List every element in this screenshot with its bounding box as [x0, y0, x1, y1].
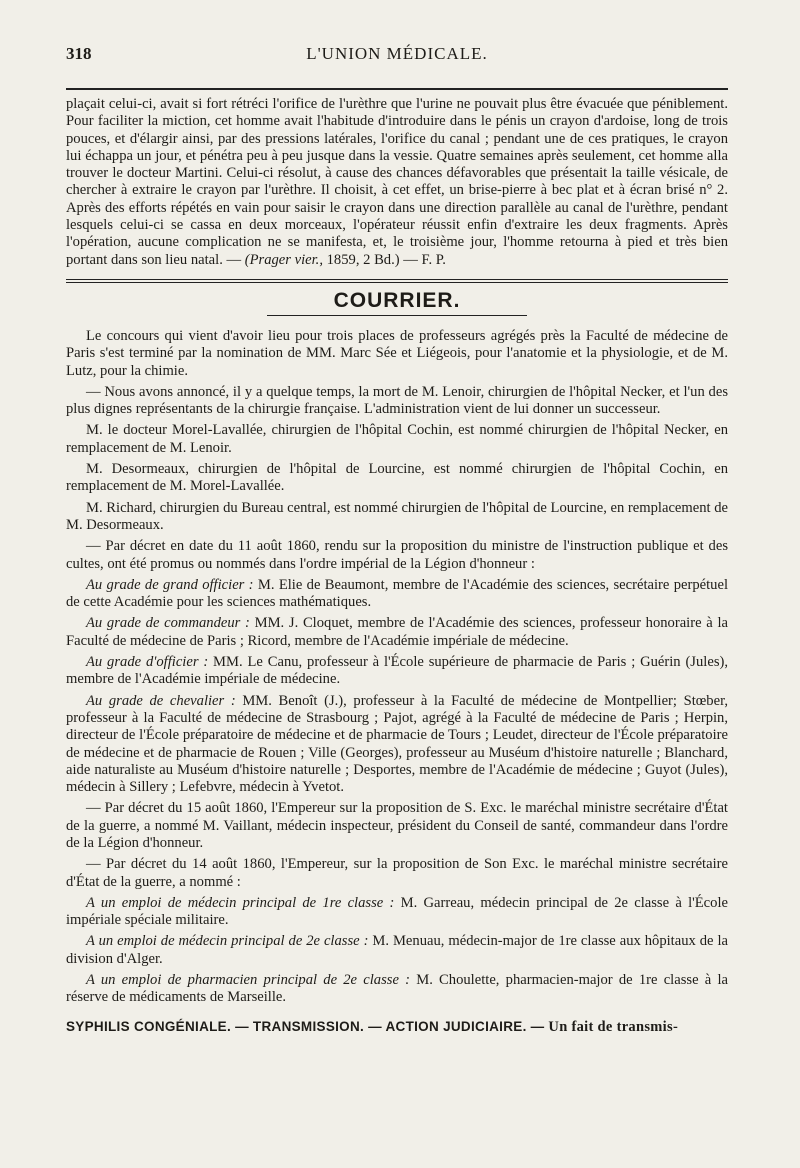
paragraph-lenoir: — Nous avons annoncé, il y a quelque temps, la mort de M. Lenoir, chirurgien de l'hôpital Necker, et l'un des plus dignes représentants de la chirurgie française. L'administration vient de lui donner un successeur. [66, 383, 728, 418]
emploi-text: M. Garreau, médecin principal de 2e classe à l'École impériale spéciale militaire. [66, 894, 728, 929]
header-rule [66, 88, 728, 90]
paragraph-decret-14-aout: — Par décret du 14 août 1860, l'Empereur, sur la proposition de Son Exc. le maréchal ministre secrétaire d'État de la guerre, a nommé : [66, 856, 728, 890]
page-header [66, 36, 728, 68]
section-divider [66, 279, 728, 283]
paragraph-richard: M. Richard, chirurgien du Bureau central, est nommé chirurgien de l'hôpital de Lourcine, en remplacement de M. Desormeaux. [66, 499, 728, 533]
paragraph-chevalier [66, 693, 728, 797]
paragraph-grand-officier [66, 577, 728, 612]
paragraph-pharmacien [66, 972, 728, 1007]
section-title-rule [267, 315, 527, 316]
paragraph-desormeaux: M. Desormeaux, chirurgien de l'hôpital de Lourcine, est nommé chirurgien de l'hôpital Cochin, en remplacement de M. Morel-Lavallée. [66, 461, 728, 495]
section-title: COURRIER. [333, 288, 461, 312]
grade-label: Au grade d'officier : [86, 654, 209, 671]
intro-citation-rest: 1859, 2 Bd.) — F. P. [322, 251, 446, 268]
emploi-text: M. Menuau, médecin-major de 1re classe aux hôpitaux de la division d'Alger. [66, 933, 728, 967]
paragraph-morel-lavallee: M. le docteur Morel-Lavallée, chirurgien de l'hôpital Cochin, est nommé chirurgien de l'hôpital Necker, en remplacement de M. Lenoir. [66, 422, 728, 456]
grade-text: M. Elie de Beaumont, membre de l'Académie des sciences, secrétaire perpétuel de cette Académie pour les sciences mathématiques. [66, 576, 729, 611]
paragraph-medecin-2e [66, 933, 728, 968]
grade-text: MM. Benoît (J.), professeur à la Faculté de médecine de Montpellier; Stœber, professeur à la Faculté de médecine de Strasbourg ; Pajot, agrégé à la Faculté de médecine de Paris ; Herpin, directeur de l'École préparatoire de médecine et de pharmacie de Tours ; Leudet, directeur de l'École préparatoire de médecine et de pharmacie de Rouen ; Ville (Georges), professeur au Muséum d'histoire naturelle ; Blanchard, aide naturaliste au Muséum d'histoire naturelle ; Desportes, membre de l'Académie de médecine ; Guyot (Jules), médecin à Sillery ; Lefebvre, médecin à Yvetot. [66, 692, 729, 796]
emploi-label: A un emploi de médecin principal de 2e classe : [86, 933, 369, 950]
intro-citation-italic: (Prager vier., [244, 251, 323, 268]
paragraph-officier [66, 654, 728, 689]
running-title: L'UNION MÉDICALE. [306, 44, 488, 63]
emploi-label: A un emploi de pharmacien principal de 2e classe : [86, 972, 410, 989]
paragraph-concours: Le concours qui vient d'avoir lieu pour trois places de professeurs agrégés près la Faculté de médecine de Paris s'est terminé par la nomination de MM. Marc Sée et Liégeois, pour l'anatomie et la physiologie, et de M. Lutz, pour la chimie. [66, 327, 728, 379]
paragraph-commandeur [66, 615, 728, 650]
grade-text: MM. Le Canu, professeur à l'École supérieure de pharmacie de Paris ; Guérin (Jules), membre de l'Académie impériale de médecine. [66, 654, 729, 688]
next-section-tail: Un fait de transmis- [544, 1018, 679, 1035]
intro-paragraph [66, 96, 728, 269]
page-number: 318 [66, 44, 92, 63]
paragraph-decret-11-aout: — Par décret en date du 11 août 1860, rendu sur la proposition du ministre de l'instruction publique et des cultes, ont été promus ou nommés dans l'ordre impérial de la Légion d'honneur : [66, 538, 728, 572]
grade-text: MM. J. Cloquet, membre de l'Académie des sciences, professeur honoraire à la Faculté de médecine de Paris ; Ricord, membre de l'Académie impériale de médecine. [66, 615, 728, 649]
paragraph-decret-15-aout: — Par décret du 15 août 1860, l'Empereur sur la proposition de S. Exc. le maréchal ministre secrétaire d'État de la guerre, a nommé M. Vaillant, médecin inspecteur, président du Conseil de santé, commandeur dans l'ordre de la Légion d'honneur. [66, 800, 728, 851]
grade-label: Au grade de commandeur : [86, 615, 250, 632]
next-section-heading [66, 1019, 728, 1036]
next-section-caps: SYPHILIS CONGÉNIALE. — TRANSMISSION. — ACTION JUDICIAIRE. — [66, 1018, 545, 1034]
emploi-label: A un emploi de médecin principal de 1re classe : [86, 894, 395, 911]
intro-text: plaçait celui-ci, avait si fort rétréci l'orifice de l'urèthre que l'urine ne pouvait plus être évacuée que péniblement. Pour faciliter la miction, cet homme avait l'habitude d'introduire dans le pénis un crayon d'ardoise, long de trois pouces, et d'élargir ainsi, par des pressions latérales, l'orifice du canal ; pendant une de ces pratiques, le crayon lui échappa un jour, et pénétra peu à peu jusque dans la vessie. Quatre semaines après seulement, cet homme alla trouver le docteur Martini. Celui-ci résolut, à cause des chances défavorables que présentait la taille vésicale, de chercher à extraire le crayon par l'urèthre. Il choisit, à cet effet, un brise-pierre à bec plat et à écran brisé n° 2. Après des efforts répétés en vain pour saisir le crayon dans une direction parallèle au canal de l'urèthre, pendant lesquels celui-ci se cassa en deux morceaux, l'opérateur réussit enfin d'extraire les deux fragments. Après l'opération, aucune complication ne se manifesta, et, le troisième jour, l'homme retourna à pied et très bien portant dans son lieu natal. — [66, 96, 728, 268]
emploi-text: M. Choulette, pharmacien-major de 1re classe à la réserve de médicaments de Marseille. [66, 972, 728, 1006]
grade-label: Au grade de chevalier : [86, 692, 236, 709]
paragraph-medecin-1re [66, 895, 728, 930]
grade-label: Au grade de grand officier : [86, 576, 254, 593]
